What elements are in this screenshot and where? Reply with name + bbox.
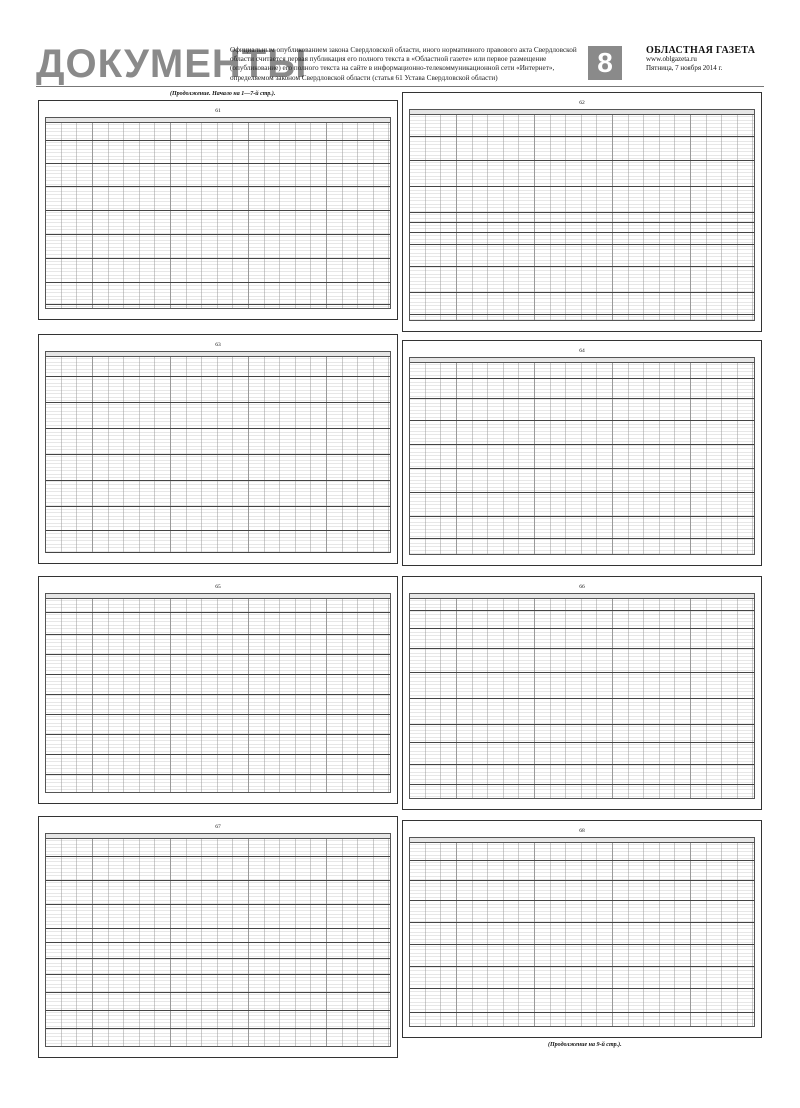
table-row <box>46 904 390 905</box>
table-row <box>410 186 754 187</box>
table-panel-65 <box>38 576 398 804</box>
header-rule <box>36 86 764 87</box>
data-table <box>409 109 755 321</box>
panel-page-label: 63 <box>215 342 221 348</box>
table-row <box>410 672 754 673</box>
table-row <box>410 212 754 213</box>
panel-page-label: 65 <box>215 584 221 590</box>
panel-page-label: 68 <box>579 828 585 834</box>
table-row <box>46 258 390 259</box>
newspaper-site[interactable]: www.oblgazeta.ru <box>646 55 697 63</box>
table-header <box>46 594 390 599</box>
table-row <box>410 764 754 765</box>
masthead <box>36 40 764 84</box>
data-table <box>45 117 391 309</box>
data-table <box>45 593 391 793</box>
table-header <box>46 118 390 123</box>
table-panel-67 <box>38 816 398 1058</box>
table-header <box>410 594 754 599</box>
table-row <box>46 1010 390 1011</box>
table-row <box>46 506 390 507</box>
table-row <box>46 654 390 655</box>
continued-to-note: (Продолжение на 9-й стр.). <box>548 1042 622 1048</box>
table-row <box>46 856 390 857</box>
table-row <box>410 628 754 629</box>
table-row <box>410 922 754 923</box>
table-header <box>410 110 754 115</box>
table-row <box>46 428 390 429</box>
table-row <box>410 648 754 649</box>
table-row <box>410 516 754 517</box>
table-row <box>410 860 754 861</box>
table-row <box>410 136 754 137</box>
table-row <box>410 742 754 743</box>
data-table <box>45 833 391 1047</box>
table-row <box>410 444 754 445</box>
table-panel-68 <box>402 820 762 1038</box>
table-row <box>410 160 754 161</box>
table-header <box>410 358 754 363</box>
data-table <box>409 837 755 1027</box>
table-row <box>46 376 390 377</box>
panel-page-label: 62 <box>579 100 585 106</box>
table-row <box>410 244 754 245</box>
panel-page-label: 66 <box>579 584 585 590</box>
table-row <box>410 900 754 901</box>
table-row <box>410 610 754 611</box>
table-row <box>410 222 754 223</box>
table-row <box>410 420 754 421</box>
table-row <box>410 966 754 967</box>
table-row <box>46 928 390 929</box>
table-row <box>46 163 390 164</box>
table-row <box>46 974 390 975</box>
table-panel-66 <box>402 576 762 810</box>
table-row <box>46 234 390 235</box>
table-row <box>46 754 390 755</box>
table-row <box>46 612 390 613</box>
table-row <box>46 186 390 187</box>
panel-page-label: 67 <box>215 824 221 830</box>
table-row <box>46 282 390 283</box>
table-row <box>410 698 754 699</box>
table-row <box>46 714 390 715</box>
table-row <box>46 210 390 211</box>
table-panel-61 <box>38 100 398 320</box>
table-row <box>46 530 390 531</box>
table-row <box>46 958 390 959</box>
table-row <box>46 634 390 635</box>
table-row <box>46 992 390 993</box>
table-header <box>46 834 390 839</box>
table-row <box>410 266 754 267</box>
table-panel-62 <box>402 92 762 332</box>
newspaper-name: ОБЛАСТНАЯ ГАЗЕТА <box>646 45 756 56</box>
table-header <box>410 838 754 843</box>
table-panel-64 <box>402 340 762 566</box>
data-table <box>409 593 755 799</box>
table-row <box>410 880 754 881</box>
table-row <box>410 988 754 989</box>
table-row <box>46 694 390 695</box>
table-row <box>46 552 390 553</box>
table-row <box>46 402 390 403</box>
table-header <box>46 352 390 357</box>
table-row <box>46 454 390 455</box>
table-row <box>46 774 390 775</box>
table-row <box>46 480 390 481</box>
table-row <box>46 674 390 675</box>
table-row <box>410 538 754 539</box>
table-row <box>410 944 754 945</box>
page-number-badge: 8 <box>588 46 622 80</box>
table-row <box>410 378 754 379</box>
table-row <box>410 468 754 469</box>
panel-page-label: 61 <box>215 108 221 114</box>
table-row <box>46 304 390 305</box>
table-row <box>410 784 754 785</box>
table-row <box>410 292 754 293</box>
table-row <box>410 314 754 315</box>
issue-date: Пятница, 7 ноября 2014 г. <box>646 64 723 72</box>
table-row <box>410 1012 754 1013</box>
table-row <box>410 492 754 493</box>
table-row <box>410 724 754 725</box>
table-panel-63 <box>38 334 398 564</box>
table-row <box>46 1028 390 1029</box>
table-row <box>46 942 390 943</box>
data-table <box>409 357 755 555</box>
panel-page-label: 64 <box>579 348 585 354</box>
newspaper-info <box>646 46 764 73</box>
table-row <box>410 232 754 233</box>
section-title: ДОКУМЕНТЫ <box>36 42 308 86</box>
publication-notice: Официальным опубликованием закона Свердловской области, иного нормативного правового акта Свердловской области считается первая публикация его полного текста в «Областной газете» или первое размещение (опубликование) его полного текста на сайте в информационно-телекоммуникационной сети «Интернет», определяемом законом Свердловской области (статья 61 Устава Свердловской области) <box>230 46 577 82</box>
continued-from-note: (Продолжение. Начало на 1—7-й стр.). <box>170 91 276 97</box>
table-row <box>410 398 754 399</box>
table-row <box>46 734 390 735</box>
table-row <box>46 140 390 141</box>
data-table <box>45 351 391 553</box>
table-row <box>46 880 390 881</box>
